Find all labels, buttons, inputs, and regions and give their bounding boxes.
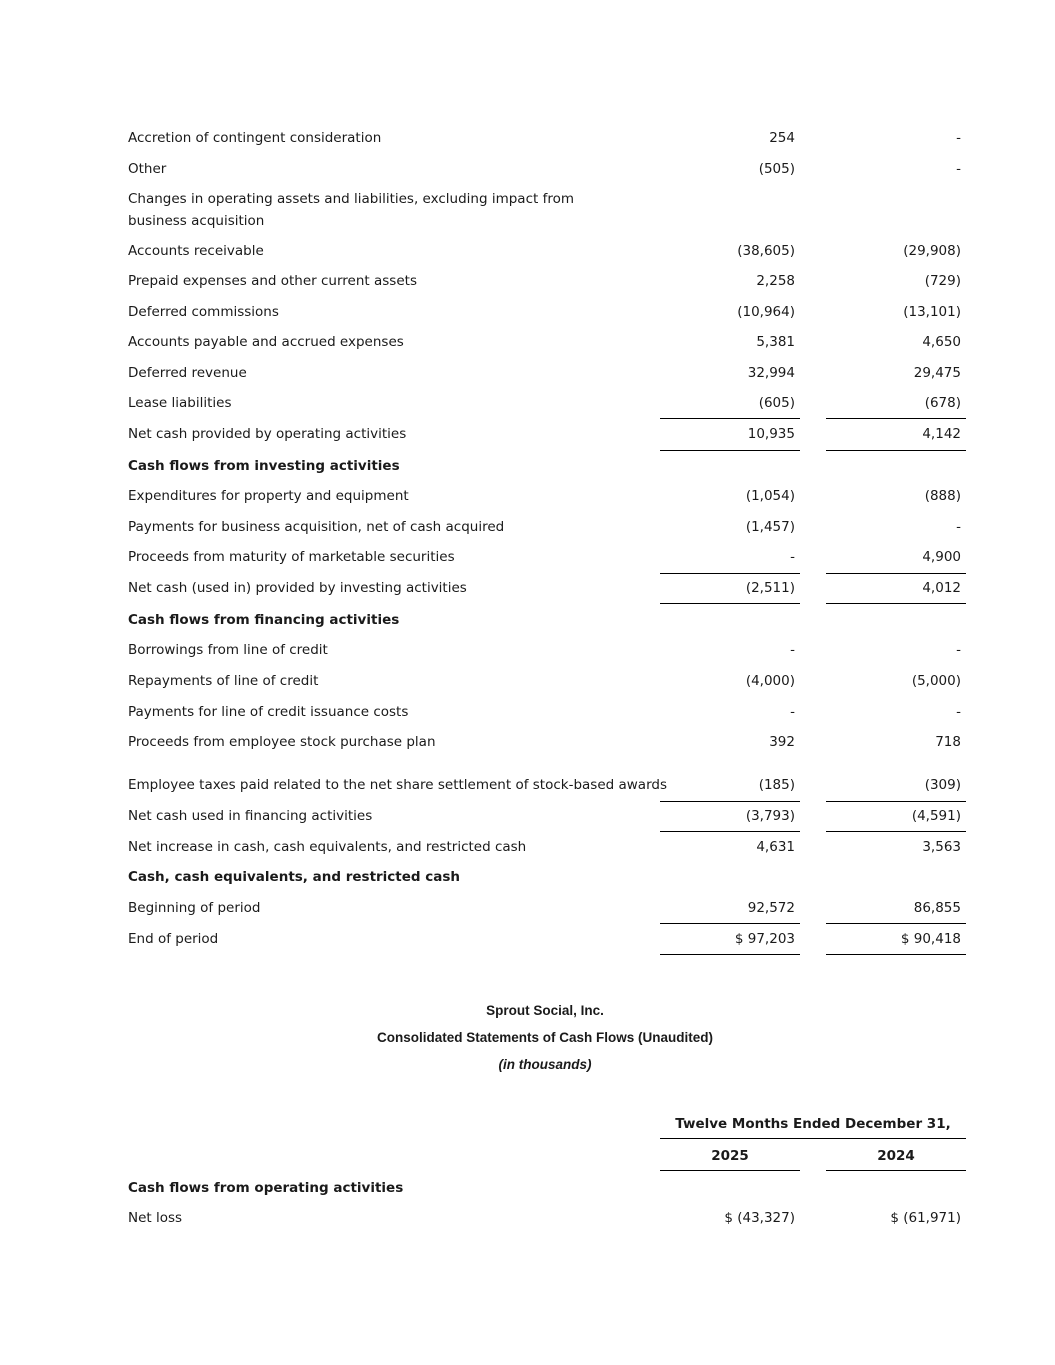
row-label: Payments for line of credit issuance costs <box>128 704 409 720</box>
subtotal-rule <box>660 801 800 802</box>
total-rule <box>660 831 800 832</box>
year-header-2024: 2024 <box>877 1148 915 1164</box>
year-header-2025: 2025 <box>711 1148 749 1164</box>
period-header-rule <box>660 1138 966 1139</box>
value-2025: (3,793) <box>745 808 795 824</box>
row-label: Prepaid expenses and other current assets <box>128 273 417 289</box>
subtotal-rule <box>826 923 966 924</box>
total-rule <box>826 603 966 604</box>
year-header-rule <box>826 1170 966 1171</box>
value-2024: - <box>956 130 961 146</box>
value-2025: (1,054) <box>745 488 795 504</box>
units-note: (in thousands) <box>498 1057 592 1072</box>
row-label: End of period <box>128 931 219 947</box>
value-2025: 32,994 <box>747 365 795 381</box>
value-2025: 92,572 <box>747 900 795 916</box>
value-2025: 10,935 <box>747 426 795 442</box>
value-2025: (10,964) <box>737 304 795 320</box>
row-label: Other <box>128 161 167 177</box>
value-2024: 29,475 <box>913 365 961 381</box>
subtotal-rule <box>660 573 800 574</box>
row-label: Proceeds from employee stock purchase plan <box>128 734 436 750</box>
value-2024: (13,101) <box>903 304 961 320</box>
row-label: Deferred revenue <box>128 365 247 381</box>
value-2024: 4,142 <box>922 426 961 442</box>
subtotal-rule <box>826 418 966 419</box>
value-2024: 4,900 <box>922 549 961 565</box>
value-2025: $ 97,203 <box>734 931 795 947</box>
value-2024: - <box>956 642 961 658</box>
row-label: Payments for business acquisition, net of cash acquired <box>128 519 505 535</box>
value-2024: (309) <box>924 777 961 793</box>
row-label: Accounts receivable <box>128 243 264 259</box>
row-label: Accounts payable and accrued expenses <box>128 334 404 350</box>
row-label: Employee taxes paid related to the net share settlement of stock-based awards <box>128 777 667 793</box>
value-2024: $ 90,418 <box>900 931 961 947</box>
total-rule <box>826 831 966 832</box>
row-label: Net cash used in financing activities <box>128 808 373 824</box>
total-rule <box>826 954 966 955</box>
value-2024: 86,855 <box>913 900 961 916</box>
row-label: Lease liabilities <box>128 395 232 411</box>
subtotal-rule <box>660 418 800 419</box>
value-2024: (729) <box>924 273 961 289</box>
value-2025: - <box>790 704 795 720</box>
value-2024: (678) <box>924 395 961 411</box>
row-label: Net increase in cash, cash equivalents, and restricted cash <box>128 839 527 855</box>
value-2025: (2,511) <box>745 580 795 596</box>
value-2025: 2,258 <box>756 273 795 289</box>
row-label: Cash flows from financing activities <box>128 612 400 628</box>
row-label: Accretion of contingent consideration <box>128 130 382 146</box>
row-label: Cash flows from investing activities <box>128 458 400 474</box>
row-label: Proceeds from maturity of marketable securities <box>128 549 455 565</box>
value-2025: (38,605) <box>737 243 795 259</box>
value-2025: (4,000) <box>745 673 795 689</box>
row-label: Net cash (used in) provided by investing activities <box>128 580 467 596</box>
row-label: Deferred commissions <box>128 304 279 320</box>
row-label: Beginning of period <box>128 900 261 916</box>
row-label: Net loss <box>128 1210 183 1226</box>
row-label: Changes in operating assets and liabilities, excluding impact from business acquisition <box>128 191 574 229</box>
subtotal-rule <box>826 573 966 574</box>
value-2025: - <box>790 642 795 658</box>
value-2025: (185) <box>758 777 795 793</box>
value-2024: 3,563 <box>922 839 961 855</box>
value-2025: 254 <box>769 130 795 146</box>
value-2025: (505) <box>758 161 795 177</box>
row-label: Borrowings from line of credit <box>128 642 328 658</box>
company-name: Sprout Social, Inc. <box>486 1003 604 1018</box>
value-2024: - <box>956 161 961 177</box>
value-2025: 4,631 <box>756 839 795 855</box>
value-2024: (5,000) <box>911 673 961 689</box>
value-2024: (4,591) <box>911 808 961 824</box>
value-2025: 392 <box>769 734 795 750</box>
total-rule <box>660 954 800 955</box>
total-rule <box>826 450 966 451</box>
value-2025: (1,457) <box>745 519 795 535</box>
subtotal-rule <box>660 923 800 924</box>
period-header: Twelve Months Ended December 31, <box>675 1116 951 1132</box>
value-2024: (29,908) <box>903 243 961 259</box>
row-label: Cash flows from operating activities <box>128 1180 404 1196</box>
value-2025: $ (43,327) <box>724 1210 795 1226</box>
value-2024: - <box>956 704 961 720</box>
total-rule <box>660 603 800 604</box>
value-2025: - <box>790 549 795 565</box>
statement-title: Consolidated Statements of Cash Flows (Unaudited) <box>376 1030 714 1045</box>
value-2024: $ (61,971) <box>890 1210 961 1226</box>
value-2024: - <box>956 519 961 535</box>
value-2025: (605) <box>758 395 795 411</box>
value-2024: (888) <box>924 488 961 504</box>
row-label: Net cash provided by operating activities <box>128 426 407 442</box>
row-label: Expenditures for property and equipment <box>128 488 409 504</box>
value-2024: 718 <box>935 734 961 750</box>
year-header-rule <box>660 1170 800 1171</box>
subtotal-rule <box>826 801 966 802</box>
total-rule <box>660 450 800 451</box>
row-label: Cash, cash equivalents, and restricted cash <box>128 869 461 885</box>
value-2024: 4,650 <box>922 334 961 350</box>
row-label: Repayments of line of credit <box>128 673 319 689</box>
value-2025: 5,381 <box>756 334 795 350</box>
value-2024: 4,012 <box>922 580 961 596</box>
